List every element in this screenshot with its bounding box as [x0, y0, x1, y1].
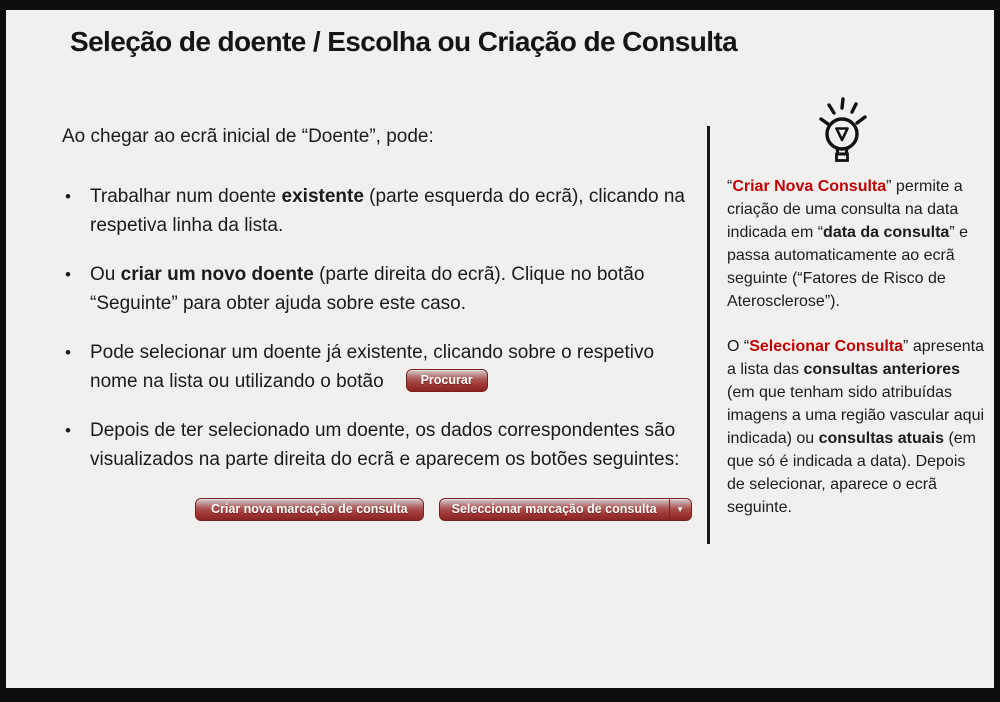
- tip-text-bold: consultas anteriores: [803, 361, 960, 378]
- bullet-text: Depois de ter selecionado um doente, os dados correspondentes são visualizados na parte direita do ecrã e aparecem os botões seguintes:: [90, 420, 680, 470]
- bullet-icon: •: [65, 421, 71, 440]
- bullet-icon: •: [65, 343, 71, 362]
- slide-frame-right: [994, 0, 1000, 702]
- intro-text: Ao chegar ao ecrã inicial de “Doente”, pode:: [62, 126, 434, 147]
- dropdown-arrow-icon[interactable]: ▼: [669, 499, 691, 520]
- main-content: [62, 122, 702, 521]
- slide-frame-left: [0, 0, 6, 702]
- lightbulb-icon: [811, 96, 873, 164]
- bullet-item-select-patient: [62, 338, 702, 396]
- bullet-text: Pode selecionar um doente já existente, clicando sobre o respetivo nome na lista ou utilizando o botão: [90, 342, 655, 392]
- page-title: Seleção de doente / Escolha ou Criação de Consulta: [70, 26, 738, 57]
- tip-text: (em que tenham sido atribuídas imagens a uma região vascular aqui indicada) ou: [727, 384, 985, 447]
- tip-heading-selecionar-consulta: Selecionar Consulta: [749, 338, 904, 355]
- bullet-item-new-patient: [62, 260, 702, 318]
- tip-paragraph-select-consulta: [727, 335, 987, 519]
- slide-frame-top: [0, 0, 1000, 10]
- quote-mark: “: [727, 178, 733, 195]
- tip-heading-criar-nova-consulta: Criar Nova Consulta: [732, 178, 887, 195]
- bullet-item-selected-data: [62, 416, 702, 474]
- tip-text: permite a criação de uma consulta na data indicada em “: [727, 178, 963, 241]
- slide-frame-bottom: [0, 688, 1000, 702]
- bullet-text: Trabalhar num doente: [90, 186, 282, 207]
- seleccionar-marcacao-button[interactable]: [439, 498, 692, 521]
- quote-mark: ”: [886, 178, 892, 195]
- action-buttons-row: [195, 498, 702, 521]
- tip-text: apresenta a lista das: [727, 338, 984, 378]
- bullet-text: (parte esquerda do ecrã), clicando na respetiva linha da lista.: [90, 186, 685, 236]
- tip-sidebar: [727, 96, 987, 541]
- quote-mark: ”: [903, 338, 909, 355]
- tip-text-bold: consultas atuais: [818, 430, 944, 447]
- bullet-list: [62, 182, 702, 474]
- seleccionar-marcacao-label[interactable]: Seleccionar marcação de consulta: [451, 502, 657, 516]
- bullet-text-bold: criar um novo doente: [120, 264, 314, 285]
- procurar-button[interactable]: Procurar: [406, 369, 488, 392]
- bullet-text: (parte direita do ecrã). Clique no botão “Seguinte” para obter ajuda sobre este caso.: [90, 264, 645, 314]
- bullet-icon: •: [65, 265, 71, 284]
- tip-text: ” e passa automaticamente ao ecrã seguinte (“Fatores de Risco de Aterosclerose”).: [727, 224, 968, 310]
- bullet-icon: •: [65, 187, 71, 206]
- bullet-item-existing-patient: [62, 182, 702, 240]
- bullet-text: Ou: [90, 264, 121, 285]
- tip-text: O “: [727, 338, 750, 355]
- bullet-text-bold: existente: [281, 186, 364, 207]
- tip-text-bold: data da consulta: [823, 224, 950, 241]
- vertical-divider: [707, 126, 710, 544]
- criar-nova-marcacao-button[interactable]: Criar nova marcação de consulta: [195, 498, 424, 521]
- tip-text: (em que só é indicada a data). Depois de selecionar, aparece o ecrã seguinte.: [727, 430, 976, 516]
- tip-paragraph-create-consulta: [727, 175, 987, 313]
